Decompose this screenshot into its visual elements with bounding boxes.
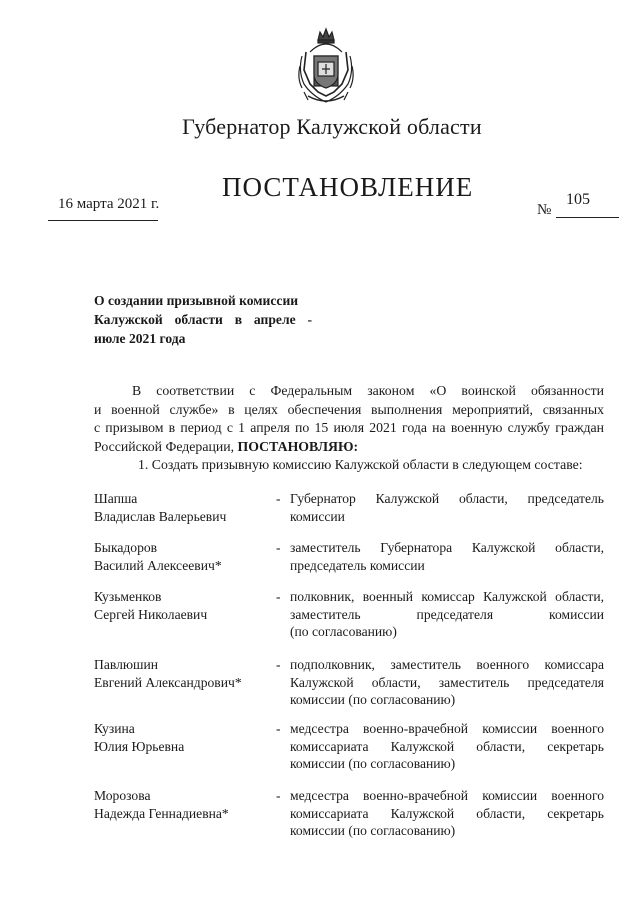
coat-of-arms-emblem <box>296 26 356 106</box>
member-name <box>94 588 274 623</box>
subject-line: Калужской области в апреле - <box>94 312 312 327</box>
member-given-names: Владислав Валерьевич <box>94 508 227 524</box>
role-line: Калужской области, заместитель председателя <box>290 674 604 690</box>
member-given-names: Василий Алексеевич* <box>94 557 222 573</box>
role-line: комиссии (по согласованию) <box>290 823 456 838</box>
member-dash: - <box>276 657 281 672</box>
member-role <box>290 490 604 525</box>
paragraph-line: с призывом в период с 1 апреля по 15 июля 2021 года на военную службу граждан <box>94 420 604 436</box>
role-line: комиссии <box>290 508 345 524</box>
document-body <box>94 382 604 475</box>
member-name <box>94 720 274 755</box>
member-name <box>94 787 274 822</box>
member-surname: Быкадоров <box>94 540 158 555</box>
member-surname: Морозова <box>94 788 151 803</box>
member-role <box>290 588 604 641</box>
number-underline <box>556 217 619 218</box>
member-surname: Кузина <box>94 721 135 736</box>
subject-line: июле 2021 года <box>94 331 186 346</box>
member-given-names: Евгений Александрович* <box>94 674 242 690</box>
member-given-names: Надежда Геннадиевна* <box>94 805 229 821</box>
member-role <box>290 720 604 773</box>
document-date: 16 марта 2021 г. <box>58 196 160 212</box>
paragraph-line <box>94 438 604 457</box>
member-given-names: Юлия Юрьевна <box>94 738 185 754</box>
role-line: комиссии (по согласованию) <box>290 756 456 771</box>
member-role <box>290 656 604 709</box>
role-line: медсестра военно-врачебной комиссии военного <box>290 721 604 736</box>
role-line: председатель комиссии <box>290 557 425 573</box>
paragraph-text: Российской Федерации, <box>94 438 238 454</box>
date-underline <box>48 220 158 221</box>
member-dash: - <box>276 788 281 803</box>
member-role <box>290 539 604 574</box>
member-dash: - <box>276 540 281 555</box>
document-type-title: ПОСТАНОВЛЕНИЕ <box>222 172 474 202</box>
member-role <box>290 787 604 840</box>
paragraph-line: и военной службе» в целях обеспечения выполнения мероприятий, связанных <box>94 401 604 417</box>
role-line: (по согласованию) <box>290 624 397 639</box>
role-line: полковник, военный комиссар Калужской области, <box>290 589 604 604</box>
number-label: № <box>537 202 552 218</box>
role-line: комиссариата Калужской области, секретарь <box>290 805 604 821</box>
member-dash: - <box>276 491 281 506</box>
member-name <box>94 490 274 525</box>
role-line: Губернатор Калужской области, председатель <box>290 491 604 506</box>
document-number: 105 <box>566 191 590 208</box>
role-line: заместитель председателя комиссии <box>290 606 604 622</box>
member-surname: Шапша <box>94 491 138 506</box>
role-line: заместитель Губернатора Калужской области, <box>290 540 604 555</box>
issuing-authority: Губернатор Калужской области <box>182 114 482 139</box>
member-name <box>94 656 274 691</box>
role-line: комиссариата Калужской области, секретарь <box>290 738 604 754</box>
member-given-names: Сергей Николаевич <box>94 606 208 622</box>
role-line: подполковник, заместитель военного комиссара <box>290 657 604 672</box>
document-subject <box>94 291 312 348</box>
member-surname: Павлюшин <box>94 657 159 672</box>
role-line: медсестра военно-врачебной комиссии военного <box>290 788 604 803</box>
numbered-item: 1. Создать призывную комиссию Калужской области в следующем составе: <box>138 457 583 473</box>
member-surname: Кузьменков <box>94 589 162 604</box>
paragraph-line: В соответствии с Федеральным законом «О воинской обязанности <box>132 383 604 398</box>
subject-line: О создании призывной комиссии <box>94 293 299 308</box>
member-name <box>94 539 274 574</box>
member-dash: - <box>276 721 281 736</box>
decree-word: ПОСТАНОВЛЯЮ: <box>237 438 359 454</box>
role-line: комиссии (по согласованию) <box>290 692 456 707</box>
member-dash: - <box>276 589 281 604</box>
